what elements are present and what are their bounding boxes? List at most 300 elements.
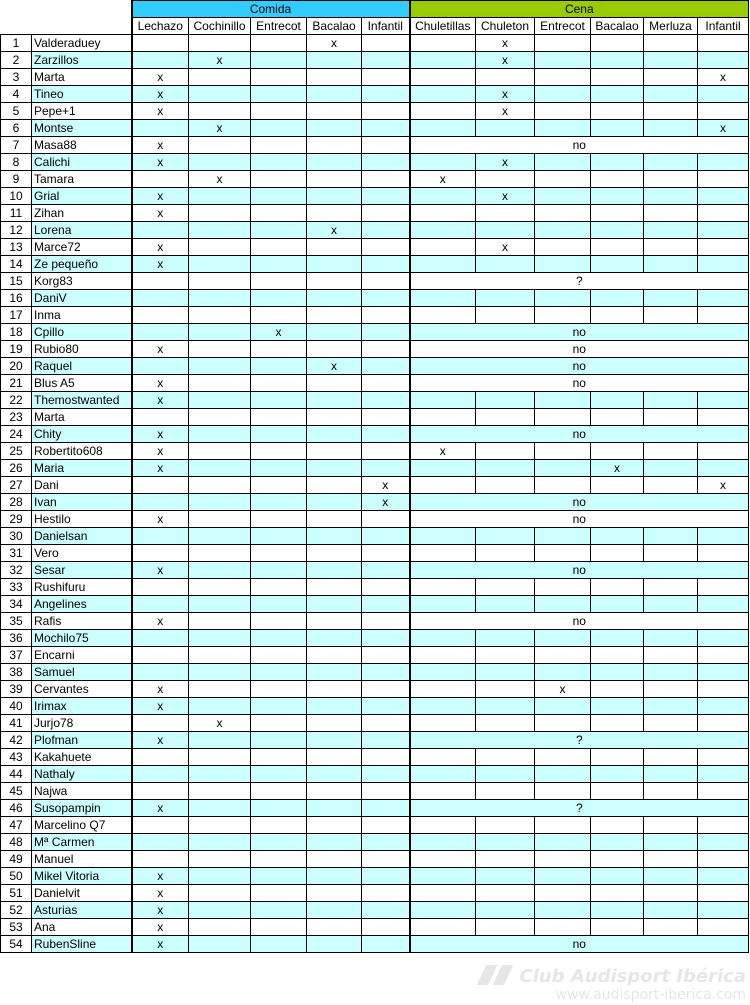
- cena-cell: [476, 681, 535, 698]
- cena-cell: [535, 239, 591, 256]
- cena-cell: [535, 307, 591, 324]
- cena-cell: [476, 69, 535, 86]
- table-row: [1, 664, 749, 681]
- cena-cell: x: [698, 120, 749, 137]
- comida-cell: [251, 477, 307, 494]
- cena-cell: x: [410, 171, 476, 188]
- comida-cell: x: [132, 69, 189, 86]
- cena-cell: [591, 69, 644, 86]
- row-number: 3: [1, 69, 32, 86]
- cena-cell: x: [698, 477, 749, 494]
- cena-cell: [476, 766, 535, 783]
- comida-cell: x: [132, 375, 189, 392]
- cena-cell: [698, 545, 749, 562]
- comida-cell: [251, 528, 307, 545]
- comida-cell: [362, 154, 410, 171]
- cena-cell: [698, 851, 749, 868]
- corner-cell: [1, 18, 32, 35]
- comida-cell: [132, 766, 189, 783]
- cena-cell: [410, 715, 476, 732]
- cena-cell: x: [476, 103, 535, 120]
- cena-cell: [410, 205, 476, 222]
- table-row: [1, 69, 749, 86]
- comida-cell: [189, 919, 251, 936]
- row-number: 22: [1, 392, 32, 409]
- name-cell: Themostwanted: [32, 392, 132, 409]
- comida-cell: [362, 817, 410, 834]
- comida-cell: [362, 222, 410, 239]
- comida-cell: [307, 205, 362, 222]
- comida-cell: [362, 834, 410, 851]
- comida-cell: [132, 52, 189, 69]
- cena-cell: [410, 919, 476, 936]
- cena-cell: [410, 596, 476, 613]
- row-number: 5: [1, 103, 32, 120]
- watermark-url: www.audisport-iberica.com: [555, 987, 746, 1003]
- cena-cell: [410, 460, 476, 477]
- row-number: 37: [1, 647, 32, 664]
- cena-cell: [591, 528, 644, 545]
- row-number: 29: [1, 511, 32, 528]
- cena-cell: [644, 902, 698, 919]
- cena-cell: [644, 528, 698, 545]
- comida-cell: [362, 545, 410, 562]
- cena-note-cell: no: [410, 426, 749, 443]
- name-cell: Nathaly: [32, 766, 132, 783]
- comida-cell: [362, 256, 410, 273]
- cena-cell: [535, 69, 591, 86]
- cena-cell: [591, 817, 644, 834]
- comida-cell: [189, 800, 251, 817]
- comida-cell: [362, 103, 410, 120]
- row-number: 43: [1, 749, 32, 766]
- comida-cell: [362, 188, 410, 205]
- comida-cell: [362, 630, 410, 647]
- cena-cell: [644, 239, 698, 256]
- table-row: [1, 392, 749, 409]
- name-cell: Montse: [32, 120, 132, 137]
- cena-cell: [410, 647, 476, 664]
- comida-cell: [251, 290, 307, 307]
- comida-cell: [251, 460, 307, 477]
- corner-cell: [1, 1, 32, 18]
- comida-cell: [189, 834, 251, 851]
- cena-cell: [535, 783, 591, 800]
- comida-cell: [189, 256, 251, 273]
- cena-cell: [535, 698, 591, 715]
- comida-cell: [307, 885, 362, 902]
- comida-cell: [307, 562, 362, 579]
- cena-cell: [476, 409, 535, 426]
- comida-cell: [251, 647, 307, 664]
- comida-cell: [132, 120, 189, 137]
- comida-cell: [307, 392, 362, 409]
- comida-cell: [307, 511, 362, 528]
- cena-cell: [476, 392, 535, 409]
- comida-cell: [189, 783, 251, 800]
- comida-cell: [362, 52, 410, 69]
- cena-cell: [644, 885, 698, 902]
- comida-cell: [132, 222, 189, 239]
- cena-cell: [644, 86, 698, 103]
- comida-cell: [307, 800, 362, 817]
- row-number: 12: [1, 222, 32, 239]
- cena-cell: x: [476, 86, 535, 103]
- comida-cell: [189, 630, 251, 647]
- comida-cell: [251, 494, 307, 511]
- cena-note-cell: no: [410, 562, 749, 579]
- cena-cell: [644, 698, 698, 715]
- comida-cell: [362, 647, 410, 664]
- comida-cell: [307, 817, 362, 834]
- comida-cell: [251, 630, 307, 647]
- comida-cell: [307, 256, 362, 273]
- cena-cell: [591, 766, 644, 783]
- cena-cell: [698, 647, 749, 664]
- cena-cell: [410, 52, 476, 69]
- comida-cell: [251, 52, 307, 69]
- cena-cell: [644, 834, 698, 851]
- comida-cell: [251, 664, 307, 681]
- comida-cell: [132, 715, 189, 732]
- comida-cell: x: [132, 902, 189, 919]
- cena-cell: [644, 392, 698, 409]
- comida-cell: [189, 902, 251, 919]
- name-cell: Zarzillos: [32, 52, 132, 69]
- comida-cell: [251, 443, 307, 460]
- comida-cell: [307, 52, 362, 69]
- table-row: [1, 52, 749, 69]
- cena-cell: [591, 222, 644, 239]
- comida-cell: [362, 120, 410, 137]
- comida-cell: x: [132, 613, 189, 630]
- cena-cell: [410, 154, 476, 171]
- comida-cell: [251, 307, 307, 324]
- cena-cell: [591, 307, 644, 324]
- cena-cell: [698, 902, 749, 919]
- comida-cell: [251, 698, 307, 715]
- row-number: 52: [1, 902, 32, 919]
- cena-cell: [535, 596, 591, 613]
- row-number: 14: [1, 256, 32, 273]
- comida-cell: [189, 154, 251, 171]
- cena-cell: x: [591, 460, 644, 477]
- cena-cell: [698, 222, 749, 239]
- cena-cell: [644, 35, 698, 52]
- comida-cell: [251, 239, 307, 256]
- cena-cell: [591, 477, 644, 494]
- cena-cell: [476, 120, 535, 137]
- cena-note-cell: no: [410, 375, 749, 392]
- cena-cell: [591, 86, 644, 103]
- name-cell: Tineo: [32, 86, 132, 103]
- cena-cell: [476, 919, 535, 936]
- comida-cell: [251, 596, 307, 613]
- comida-cell: x: [189, 171, 251, 188]
- cena-note-cell: no: [410, 341, 749, 358]
- cena-cell: [535, 647, 591, 664]
- cena-cell: [591, 443, 644, 460]
- comida-cell: [132, 307, 189, 324]
- cena-cell: [591, 154, 644, 171]
- cena-cell: [644, 477, 698, 494]
- row-number: 28: [1, 494, 32, 511]
- row-number: 48: [1, 834, 32, 851]
- comida-cell: [362, 205, 410, 222]
- table-row: [1, 324, 749, 341]
- table-row: [1, 596, 749, 613]
- cena-cell: [644, 188, 698, 205]
- cena-cell: x: [476, 35, 535, 52]
- row-number: 46: [1, 800, 32, 817]
- comida-cell: [362, 868, 410, 885]
- row-number: 10: [1, 188, 32, 205]
- comida-cell: [307, 545, 362, 562]
- cena-cell: [535, 766, 591, 783]
- comida-cell: [132, 596, 189, 613]
- row-number: 23: [1, 409, 32, 426]
- table-row: [1, 426, 749, 443]
- comida-cell: [132, 528, 189, 545]
- comida-cell: [307, 698, 362, 715]
- cena-cell: [591, 545, 644, 562]
- comida-cell: [307, 341, 362, 358]
- row-number: 21: [1, 375, 32, 392]
- row-number: 35: [1, 613, 32, 630]
- comida-cell: [307, 375, 362, 392]
- comida-cell: [251, 103, 307, 120]
- cena-cell: [476, 902, 535, 919]
- cena-cell: [410, 86, 476, 103]
- row-number: 41: [1, 715, 32, 732]
- cena-cell: [591, 749, 644, 766]
- cena-cell: [698, 103, 749, 120]
- cena-cell: [591, 579, 644, 596]
- comida-cell: [307, 307, 362, 324]
- comida-cell: [189, 477, 251, 494]
- comida-cell: [189, 273, 251, 290]
- cena-cell: [535, 409, 591, 426]
- table-row: [1, 307, 749, 324]
- cena-cell: [535, 256, 591, 273]
- name-cell: Grial: [32, 188, 132, 205]
- comida-cell: [251, 69, 307, 86]
- name-cell: Asturias: [32, 902, 132, 919]
- cena-cell: [698, 460, 749, 477]
- comida-cell: [251, 851, 307, 868]
- cena-cell: [591, 664, 644, 681]
- comida-cell: x: [132, 103, 189, 120]
- row-number: 6: [1, 120, 32, 137]
- cena-cell: [698, 783, 749, 800]
- comida-cell: [189, 35, 251, 52]
- name-cell: Masa88: [32, 137, 132, 154]
- comida-cell: [362, 851, 410, 868]
- cena-cell: [698, 528, 749, 545]
- cena-cell: [698, 664, 749, 681]
- cena-cell: [410, 698, 476, 715]
- cena-cell: [698, 630, 749, 647]
- row-number: 19: [1, 341, 32, 358]
- comida-cell: [189, 103, 251, 120]
- cena-cell: [591, 681, 644, 698]
- cena-cell: [410, 307, 476, 324]
- comida-cell: [132, 358, 189, 375]
- table-row: [1, 375, 749, 392]
- comida-cell: [189, 817, 251, 834]
- table-row: [1, 630, 749, 647]
- cena-cell: [410, 120, 476, 137]
- comida-cell: x: [132, 732, 189, 749]
- cena-cell: [410, 681, 476, 698]
- cena-cell: [591, 630, 644, 647]
- cena-note-cell: ?: [410, 800, 749, 817]
- cena-cell: [644, 579, 698, 596]
- comida-cell: [307, 596, 362, 613]
- name-cell: Chity: [32, 426, 132, 443]
- cena-cell: [476, 647, 535, 664]
- comida-cell: [362, 273, 410, 290]
- row-number: 7: [1, 137, 32, 154]
- comida-cell: [251, 222, 307, 239]
- comida-cell: [189, 562, 251, 579]
- cena-cell: [644, 205, 698, 222]
- comida-cell: x: [132, 239, 189, 256]
- comida-cell: [132, 290, 189, 307]
- comida-cell: [362, 885, 410, 902]
- comida-cell: [132, 749, 189, 766]
- comida-cell: [362, 358, 410, 375]
- spreadsheet-body: [1, 1, 749, 953]
- table-row: [1, 749, 749, 766]
- table-row: [1, 766, 749, 783]
- comida-cell: [362, 307, 410, 324]
- comida-cell: [189, 239, 251, 256]
- cena-cell: [535, 715, 591, 732]
- cena-cell: [535, 630, 591, 647]
- comida-cell: [251, 902, 307, 919]
- comida-cell: [307, 664, 362, 681]
- cena-cell: [476, 664, 535, 681]
- cena-cell: [591, 851, 644, 868]
- comida-cell: x: [132, 154, 189, 171]
- comida-cell: [362, 392, 410, 409]
- row-number: 8: [1, 154, 32, 171]
- cena-cell: [591, 239, 644, 256]
- name-cell: Marcelino Q7: [32, 817, 132, 834]
- cena-cell: x: [476, 239, 535, 256]
- comida-cell: [362, 35, 410, 52]
- cena-cell: [698, 749, 749, 766]
- comida-cell: [307, 579, 362, 596]
- row-number: 53: [1, 919, 32, 936]
- comida-cell: x: [132, 800, 189, 817]
- cena-cell: [644, 307, 698, 324]
- cena-cell: [644, 222, 698, 239]
- cena-cell: [535, 749, 591, 766]
- table-row: [1, 783, 749, 800]
- comida-cell: [362, 239, 410, 256]
- cena-cell: [535, 35, 591, 52]
- table-row: [1, 222, 749, 239]
- cena-cell: x: [476, 52, 535, 69]
- comida-cell: [251, 171, 307, 188]
- cena-cell: [644, 443, 698, 460]
- cena-cell: [644, 171, 698, 188]
- group-header-row: [1, 1, 749, 18]
- comida-cell: [307, 86, 362, 103]
- column-header-cena: Entrecot: [535, 18, 591, 35]
- cena-cell: [535, 171, 591, 188]
- comida-cell: [132, 171, 189, 188]
- cena-cell: [698, 188, 749, 205]
- cena-cell: [410, 409, 476, 426]
- cena-cell: [644, 630, 698, 647]
- comida-cell: [189, 188, 251, 205]
- table-row: [1, 494, 749, 511]
- cena-cell: [698, 579, 749, 596]
- cena-cell: [535, 545, 591, 562]
- name-cell: Angelines: [32, 596, 132, 613]
- cena-cell: [476, 596, 535, 613]
- comida-cell: [189, 749, 251, 766]
- comida-cell: [189, 426, 251, 443]
- cena-cell: [698, 817, 749, 834]
- table-row: [1, 103, 749, 120]
- comida-cell: [307, 290, 362, 307]
- cena-cell: [410, 664, 476, 681]
- cena-cell: [644, 868, 698, 885]
- cena-cell: [410, 868, 476, 885]
- row-number: 49: [1, 851, 32, 868]
- comida-cell: [132, 273, 189, 290]
- comida-cell: [251, 715, 307, 732]
- cena-note-cell: no: [410, 494, 749, 511]
- cena-cell: [591, 868, 644, 885]
- comida-cell: [307, 715, 362, 732]
- comida-cell: [251, 562, 307, 579]
- cena-cell: [698, 154, 749, 171]
- cena-note-cell: no: [410, 358, 749, 375]
- comida-cell: [251, 613, 307, 630]
- name-cell: Jurjo78: [32, 715, 132, 732]
- cena-cell: [698, 35, 749, 52]
- cena-cell: [476, 545, 535, 562]
- comida-cell: x: [362, 494, 410, 511]
- comida-cell: [362, 562, 410, 579]
- cena-cell: [476, 290, 535, 307]
- cena-cell: [644, 103, 698, 120]
- comida-cell: [307, 834, 362, 851]
- cena-cell: [698, 885, 749, 902]
- comida-cell: [251, 205, 307, 222]
- cena-cell: [591, 171, 644, 188]
- comida-cell: [251, 545, 307, 562]
- comida-cell: [251, 800, 307, 817]
- cena-cell: [644, 715, 698, 732]
- comida-cell: [189, 579, 251, 596]
- comida-cell: [251, 749, 307, 766]
- table-row: [1, 919, 749, 936]
- comida-cell: [362, 783, 410, 800]
- table-row: [1, 885, 749, 902]
- comida-cell: [362, 698, 410, 715]
- cena-cell: [698, 171, 749, 188]
- cena-cell: [535, 579, 591, 596]
- cena-note-cell: ?: [410, 732, 749, 749]
- cena-cell: [644, 766, 698, 783]
- watermark-title: Club Audisport Ibérica: [477, 965, 746, 987]
